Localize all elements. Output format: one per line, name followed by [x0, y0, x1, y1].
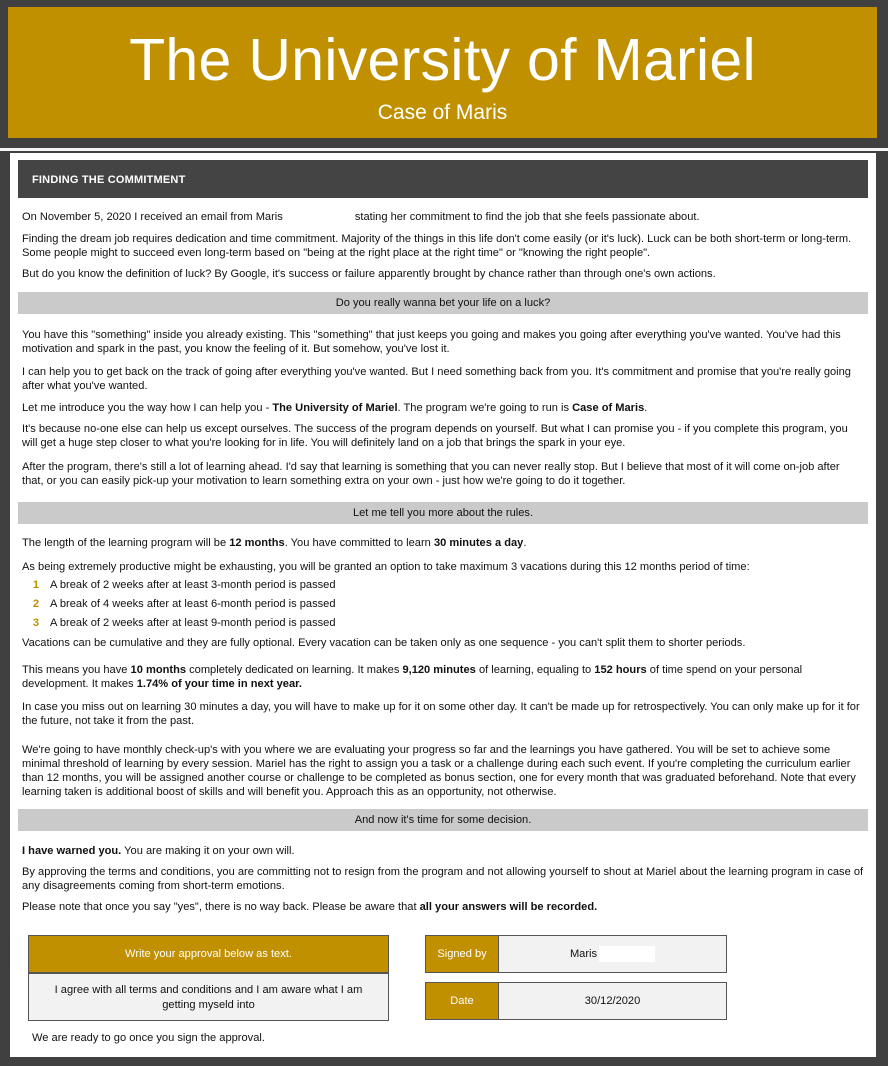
list-text: A break of 2 weeks after at least 3-month period is passed — [50, 579, 336, 591]
banner-decision: And now it's time for some decision. — [18, 809, 868, 831]
rules-summary-text-4: of time spend on your personal development. It makes — [22, 664, 803, 690]
decision-paragraph-1 — [22, 844, 864, 858]
motivation-paragraph-4: It's because no-one else can help us except ourselves. The success of the program depends on yourself. But what I can promise you - if you complete this program, you will get a huge step closer to what you're looking for in life. You will definitely land on a job that brings the spark in your eye. — [22, 423, 848, 449]
motivation-paragraph-3 — [22, 401, 864, 415]
rules-length-text: The length of the learning program will be — [22, 537, 230, 549]
signed-by-field[interactable] — [498, 935, 727, 973]
rules-paragraph-5: In case you miss out on learning 30 minutes a day, you will have to make up for it on some other day. It can't be made up for retrospectively. You can only make up for it for the future, not take it from the past. — [22, 701, 860, 727]
period-text: . — [644, 402, 648, 414]
recorded-warning: all your answers will be recorded. — [419, 901, 598, 913]
vacation-list — [22, 576, 864, 633]
intro-text-end: stating her commitment to find the job that she feels passionate about. — [354, 211, 700, 223]
rules-paragraph-3: Vacations can be cumulative and they are fully optional. Every vacation can be taken only as one sequence - you can't split them to shorter periods. — [22, 637, 746, 649]
rules-paragraph-6: We're going to have monthly check-up's with you where we are evaluating your progress so far and the learnings you have gathered. You will be set to achieve some minimal threshold of learning by every session. Mariel has the right to assign you a task or a challenge during each such event. If you're completing the curriculum earlier than 12 months, you will be assigned another course or challenge to be completed as bonus section, one for every month that was graduated beforehand. Note that every learning taken is additional boost of skills and will benefit you. Approach this as an opportunity, not otherwise. — [22, 744, 856, 798]
approval-textarea[interactable]: I agree with all terms and conditions and I am aware what I am getting myseld into — [28, 973, 389, 1021]
page-header — [8, 7, 877, 138]
will-text: You are making it on your own will. — [121, 845, 295, 857]
section-title: FINDING THE COMMITMENT — [18, 160, 868, 198]
program-text: . The program we're going to run is — [397, 402, 573, 414]
page-subtitle: Case of Maris — [377, 101, 508, 124]
signed-by-label: Signed by — [425, 935, 499, 973]
intro-paragraph-3: But do you know the definition of luck? By Google, it's success or failure apparently brought by chance rather than through one's own actions. — [22, 268, 716, 280]
program-name: Case of Maris — [572, 402, 645, 414]
rules-commit-text: . You have committed to learn — [284, 537, 434, 549]
list-number: 2 — [32, 598, 40, 610]
list-number: 3 — [32, 617, 40, 629]
redacted-surname — [599, 946, 655, 962]
university-name: The University of Mariel — [272, 402, 398, 414]
content-panel — [10, 153, 876, 1057]
list-text: A break of 4 weeks after at least 6-month period is passed — [50, 598, 336, 610]
motivation-paragraph-5: After the program, there's still a lot of learning ahead. I'd say that learning is something that you can never really stop. But I believe that most of it will come on-job after that, or you can easily pick-up your motivation to learn something extra on your own - just how we're going to do it together. — [22, 461, 840, 487]
list-item — [22, 595, 864, 614]
decision-paragraph-2: By approving the terms and conditions, you are committing not to resign from the program and not allowing yourself to shout at Mariel about the learning program in case of any disagreements coming from short-term emotions. — [22, 866, 864, 892]
decision-paragraph-3 — [22, 900, 864, 914]
list-item — [22, 614, 864, 633]
banner-luck: Do you really wanna bet your life on a luck? — [18, 292, 868, 314]
rules-hours-value: 152 hours — [594, 664, 647, 676]
date-field[interactable]: 30/12/2020 — [498, 982, 727, 1020]
rules-summary-text-2: completely dedicated on learning. It makes — [186, 664, 403, 676]
list-item — [22, 576, 864, 595]
intro-program-text: Let me introduce you the way how I can help you - — [22, 402, 273, 414]
decision-note-text: Please note that once you say "yes", there is no way back. Please be aware that — [22, 901, 420, 913]
header-divider — [0, 148, 888, 151]
intro-text-start: On November 5, 2020 I received an email from Maris — [22, 211, 283, 223]
rules-paragraph-2: As being extremely productive might be exhausting, you will be granted an option to take maximum 3 vacations during this 12 months period of time: — [22, 561, 750, 573]
intro-paragraph-2: Finding the dream job requires dedication and time commitment. Majority of the things in this life don't come easily (or it's luck). Luck can be both short-term or long-term. Some people might to succeed even long-term based on "being at the right place at the right time" or "knowing the right people". — [22, 233, 852, 259]
date-label: Date — [425, 982, 499, 1020]
rules-period: . — [523, 537, 527, 549]
rules-percent-value: 1.74% of your time in next year. — [136, 678, 302, 690]
list-text: A break of 2 weeks after at least 9-month period is passed — [50, 617, 336, 629]
rules-length-value: 12 months — [229, 537, 285, 549]
rules-paragraph-4 — [22, 663, 864, 691]
list-number: 1 — [32, 579, 40, 591]
motivation-paragraph-2: I can help you to get back on the track of going after everything you've wanted. But I need something back from you. It's commitment and promise that you're really going after what you've wanted. — [22, 366, 851, 392]
rules-summary-text-1: This means you have — [22, 664, 131, 676]
motivation-paragraph-1: You have this "something" inside you already existing. This "something" that just keeps you going and makes you going after everything you've wanted. You've had this motivation and spark in the past, you know the feeling of it. But somehow, you've lost it. — [22, 329, 841, 355]
banner-rules: Let me tell you more about the rules. — [18, 502, 868, 524]
intro-paragraph-1 — [22, 210, 864, 224]
closing-text: We are ready to go once you sign the approval. — [32, 1032, 265, 1044]
approval-heading: Write your approval below as text. — [28, 935, 389, 973]
rules-commit-value: 30 minutes a day — [433, 537, 524, 549]
rules-summary-text-3: of learning, equaling to — [475, 664, 595, 676]
rules-paragraph-1 — [22, 536, 864, 550]
rules-minutes-value: 9,120 minutes — [402, 664, 476, 676]
signed-by-value: Maris — [569, 948, 598, 960]
page-title: The University of Mariel — [129, 27, 756, 93]
rules-months-value: 10 months — [130, 664, 187, 676]
warning-text: I have warned you. — [22, 845, 122, 857]
